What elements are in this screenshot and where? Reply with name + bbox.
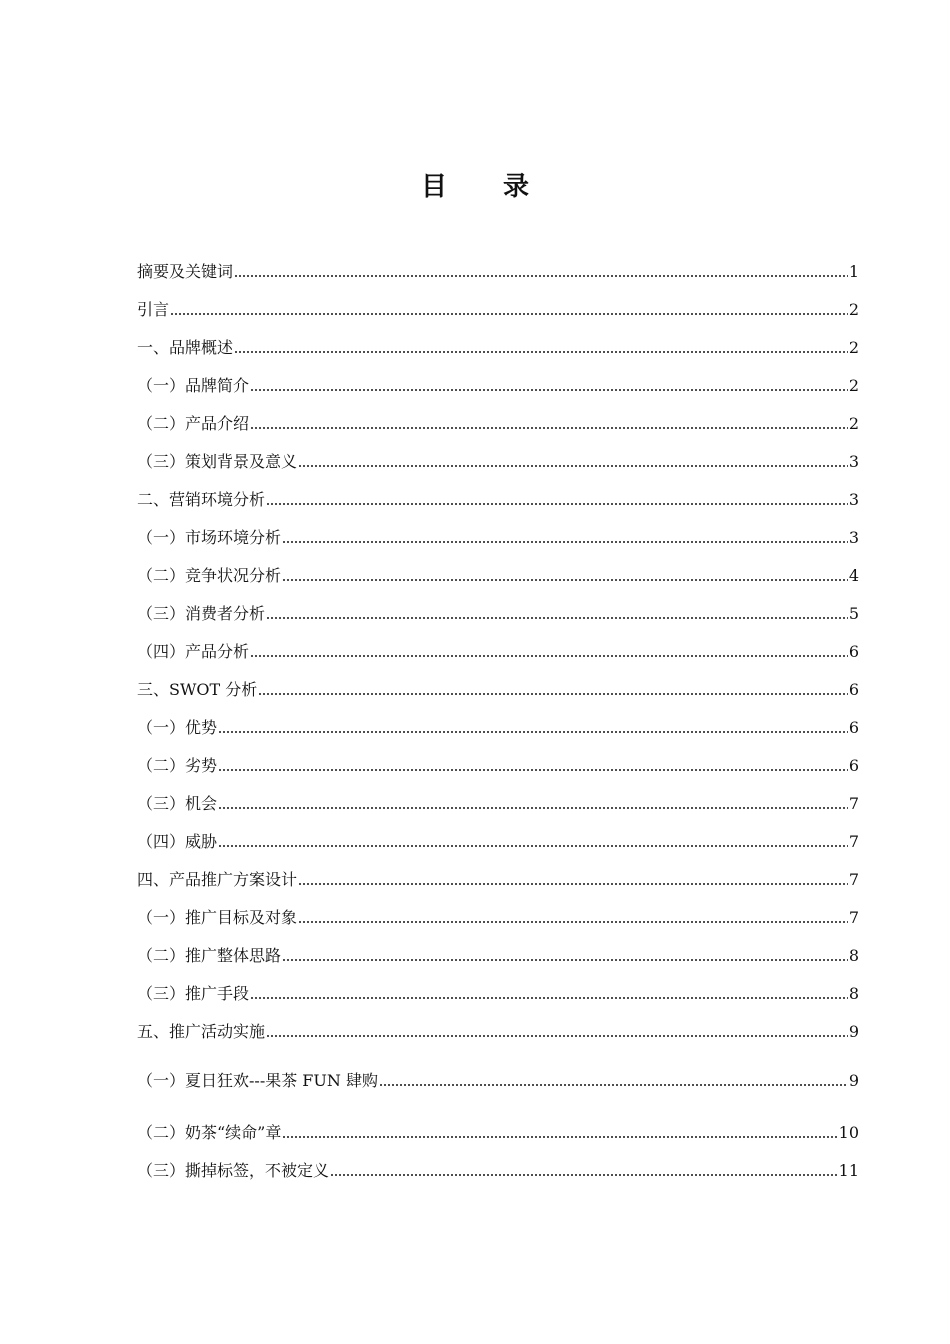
title-char-2: 录 (503, 172, 530, 202)
toc-entry[interactable] (137, 448, 859, 472)
toc-entry[interactable] (137, 258, 859, 282)
dot-leader (218, 794, 848, 814)
toc-entry-label: （一）品牌简介 (137, 376, 250, 395)
toc-entry-label: （四）威胁 (137, 832, 218, 851)
toc-entry-page: 2 (848, 338, 859, 357)
dot-leader (298, 452, 848, 472)
toc-entry[interactable] (137, 486, 859, 510)
toc-entry[interactable] (137, 714, 859, 738)
toc-entry-page: 5 (848, 604, 859, 623)
toc-entry-page: 9 (848, 1022, 859, 1041)
toc-entry-page: 2 (848, 414, 859, 433)
toc-entry-label: 四、产品推广方案设计 (137, 870, 298, 889)
toc-entry[interactable] (137, 676, 859, 700)
toc-entry-page: 6 (848, 718, 859, 737)
dot-leader (218, 718, 848, 738)
toc-entry[interactable] (137, 866, 859, 890)
toc-entry-label: （三）消费者分析 (137, 604, 266, 623)
toc-entry-page: 4 (848, 566, 859, 585)
dot-leader (218, 832, 848, 852)
dot-leader (298, 908, 848, 928)
dot-leader (250, 414, 848, 434)
toc-entry-page: 8 (848, 984, 859, 1003)
toc-entry-page: 3 (848, 452, 859, 471)
toc-entry-page: 2 (848, 376, 859, 395)
toc-entry-label: （二）劣势 (137, 756, 218, 775)
toc-entry-label: （二）推广整体思路 (137, 946, 282, 965)
toc-entry-page: 7 (848, 832, 859, 851)
dot-leader (250, 642, 848, 662)
dot-leader (282, 528, 848, 548)
toc-entry-page: 6 (848, 642, 859, 661)
dot-leader (170, 300, 848, 320)
toc-entry-page: 3 (848, 490, 859, 509)
title-char-1: 目 (420, 172, 447, 202)
toc-entry[interactable] (137, 372, 859, 396)
toc-entry-label: （一）推广目标及对象 (137, 908, 298, 927)
toc-entry-label: 摘要及关键词 (137, 262, 234, 281)
toc-entry-label: 二、营销环境分析 (137, 490, 266, 509)
toc-entry-page: 6 (848, 756, 859, 775)
toc-entry-page: 11 (838, 1161, 859, 1180)
dot-leader (234, 262, 848, 282)
toc-entry[interactable] (137, 562, 859, 586)
toc-entry-page: 8 (848, 946, 859, 965)
toc-entry[interactable] (137, 904, 859, 928)
toc-entry-page: 2 (848, 300, 859, 319)
dot-leader (250, 376, 848, 396)
toc-entry-page: 7 (848, 794, 859, 813)
toc-entry[interactable] (137, 600, 859, 624)
toc-entry[interactable] (137, 752, 859, 776)
page-title (0, 166, 950, 203)
toc-entry-page: 6 (848, 680, 859, 699)
toc-entry-label: （二）竞争状况分析 (137, 566, 282, 585)
toc-entry-label: （四）产品分析 (137, 642, 250, 661)
toc-entry-label: （三）策划背景及意义 (137, 452, 298, 471)
dot-leader (266, 1022, 848, 1042)
toc-entry-label: （一）优势 (137, 718, 218, 737)
toc-entry-page: 3 (848, 528, 859, 547)
toc-entry-label: 一、品牌概述 (137, 338, 234, 357)
toc-entry-label: （三）撕掉标签，不被定义 (137, 1161, 330, 1180)
toc-entry[interactable] (137, 1119, 859, 1143)
dot-leader (266, 604, 848, 624)
dot-leader (234, 338, 848, 358)
toc-entry-label: （一）夏日狂欢---果茶 FUN 肆购 (137, 1071, 378, 1090)
toc-entry-page: 10 (838, 1123, 859, 1142)
toc-entry[interactable] (137, 942, 859, 966)
toc-entry-label: 引言 (137, 300, 170, 319)
toc-entry[interactable] (137, 334, 859, 358)
toc-entry[interactable] (137, 1067, 859, 1091)
dot-leader (282, 946, 848, 966)
toc-entry-label: （三）机会 (137, 794, 218, 813)
toc-entry-page: 1 (848, 262, 859, 281)
toc-entry[interactable] (137, 790, 859, 814)
toc-entry-label: （三）推广手段 (137, 984, 250, 1003)
dot-leader (250, 984, 848, 1004)
toc-entry-label: （二）产品介绍 (137, 414, 250, 433)
toc-entry-label: （二）奶茶“续命”章 (137, 1123, 282, 1142)
toc-entry-page: 7 (848, 908, 859, 927)
toc-entry[interactable] (137, 638, 859, 662)
toc-entry-label: 三、SWOT 分析 (137, 680, 258, 699)
toc-entry[interactable] (137, 410, 859, 434)
toc-entry[interactable] (137, 524, 859, 548)
dot-leader (379, 1071, 848, 1091)
dot-leader (218, 756, 848, 776)
toc-entry[interactable] (137, 1018, 859, 1042)
dot-leader (282, 566, 848, 586)
toc-entry-label: （一）市场环境分析 (137, 528, 282, 547)
dot-leader (330, 1161, 838, 1181)
dot-leader (266, 490, 848, 510)
dot-leader (282, 1123, 837, 1143)
dot-leader (298, 870, 848, 890)
dot-leader (258, 680, 848, 700)
toc-entry-label: 五、推广活动实施 (137, 1022, 266, 1041)
toc-entry-page: 7 (848, 870, 859, 889)
toc-entry[interactable] (137, 296, 859, 320)
toc-entry-page: 9 (848, 1071, 859, 1090)
toc-entry[interactable] (137, 828, 859, 852)
toc-entry[interactable] (137, 1157, 859, 1181)
toc-entry[interactable] (137, 980, 859, 1004)
